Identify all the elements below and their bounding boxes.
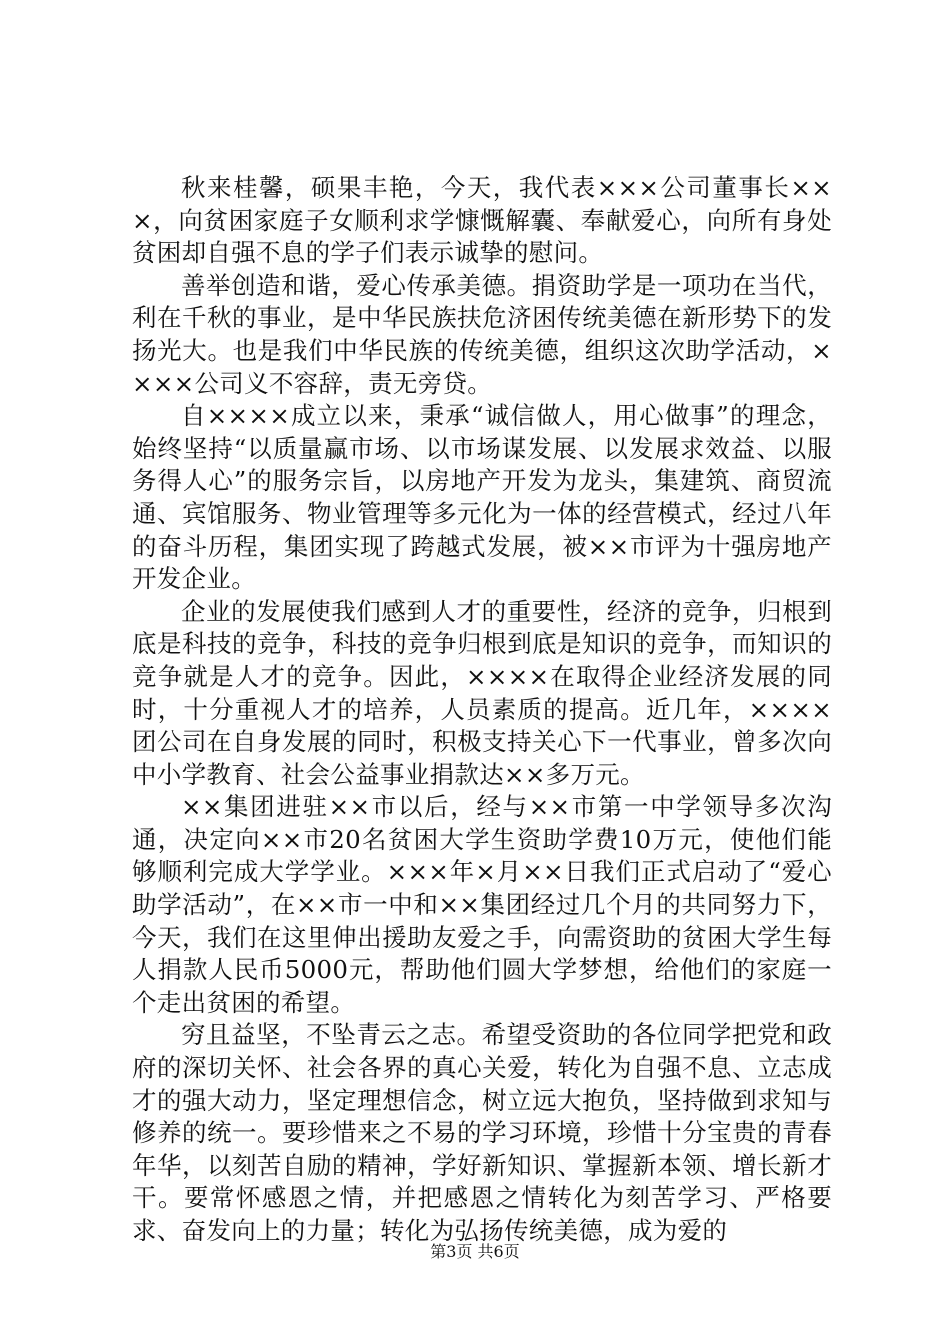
paragraph-3: 自××××成立以来，秉承“诚信做人，用心做事”的理念，始终坚持“以质量赢市场、以市场谋发展、以发展求效益、以服务得人心”的服务宗旨，以房地产开发为龙头，集建筑、商贸流通、宾馆服务、物业管理等多元化为一体的经营模式，经过八年的奋斗历程，集团实现了跨越式发展，被××市评为十强房地产开发企业。 [132, 401, 832, 594]
paragraph-6: 穷且益坚，不坠青云之志。希望受资助的各位同学把党和政府的深切关怀、社会各界的真心关爱，转化为自强不息、立志成才的强大动力，坚定理想信念，树立远大抱负，坚持做到求知与修养的统一。要珍惜来之不易的学习环境，珍惜十分宝贵的青春年华，以刻苦自励的精神，学好新知识、掌握新本领、增长新才干。要常怀感恩之情，并把感恩之情转化为刻苦学习、严格要求、奋发向上的力量；转化为弘扬传统美德，成为爱的 [132, 1020, 832, 1245]
paragraph-2: 善举创造和谐，爱心传承美德。捐资助学是一项功在当代，利在千秋的事业，是中华民族扶危济困传统美德在新形势下的发扬光大。也是我们中华民族的传统美德，组织这次助学活动，××××公司义不容辞，责无旁贷。 [132, 270, 832, 398]
page-number-footer: 第3页 共6页 [430, 1242, 520, 1261]
paragraph-1: 秋来桂馨，硕果丰艳，今天，我代表×××公司董事长×××，向贫困家庭子女顺利求学慷慨解囊、奉献爱心，向所有身处贫困却自强不息的学子们表示诚挚的慰问。 [132, 173, 832, 268]
document-body [132, 172, 832, 1248]
paragraph-5: ××集团进驻××市以后，经与××市第一中学领导多次沟通，决定向××市20名贫困大学生资助学费10万元，使他们能够顺利完成大学学业。×××年×月××日我们正式启动了“爱心助学活动”，在××市一中和××集团经过几个月的共同努力下，今天，我们在这里伸出援助友爱之手，向需资助的贫困大学生每人捐款人民币5000元，帮助他们圆大学梦想，给他们的家庭一个走出贫困的希望。 [132, 792, 832, 1017]
paragraph-4: 企业的发展使我们感到人才的重要性，经济的竞争，归根到底是科技的竞争，科技的竞争归根到底是知识的竞争，而知识的竞争就是人才的竞争。因此，××××在取得企业经济发展的同时，十分重视人才的培养，人员素质的提高。近几年，××××团公司在自身发展的同时，积极支持关心下一代事业，曾多次向中小学教育、社会公益事业捐款达××多万元。 [132, 596, 832, 789]
